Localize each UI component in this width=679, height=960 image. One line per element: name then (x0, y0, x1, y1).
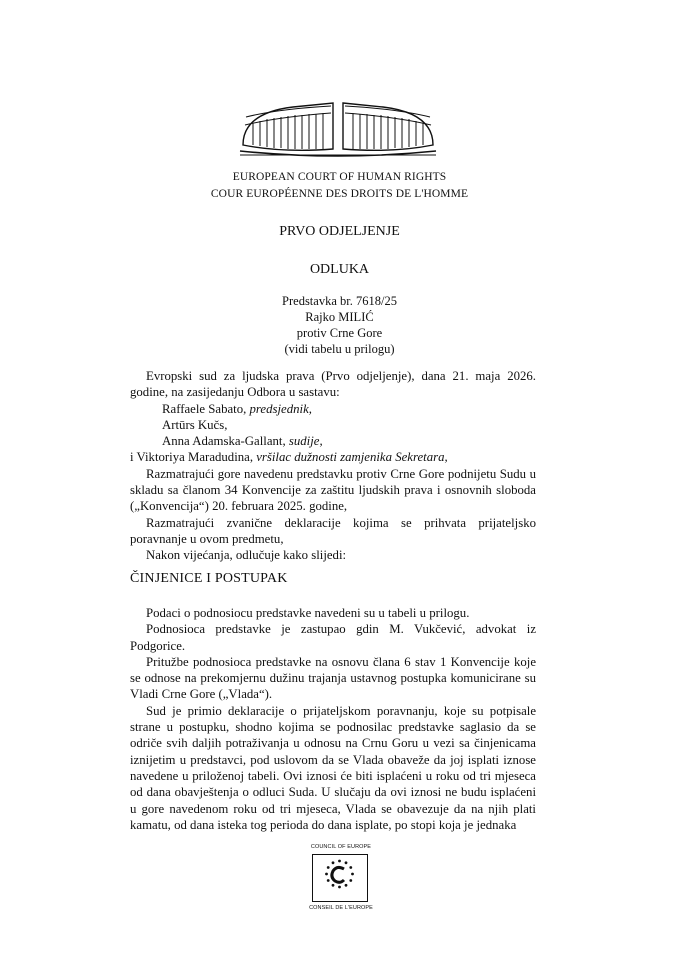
registrar-line (130, 449, 536, 465)
application-number: Predstavka br. 7618/25 (282, 294, 397, 308)
court-building-logo (238, 95, 438, 165)
court-name-en: EUROPEAN COURT OF HUMAN RIGHTS (232, 171, 447, 183)
facts-heading: ČINJENICE I POSTUPAK (130, 571, 288, 586)
annex-note: (vidi tabelu u prilogu) (284, 342, 395, 356)
document-type: ODLUKA (309, 262, 370, 277)
facts-section (130, 605, 536, 833)
coe-label-fr: CONSEIL DE L'EUROPE (309, 905, 373, 911)
facts-paragraph: Podaci o podnosiocu predstavke navedeni su u tabeli u prilogu. (146, 606, 470, 620)
facts-paragraph: Pritužbe podnosioca predstavke na osnovu člana 6 stav 1 Konvencije koje se odnose na prekomjernu dužinu trajanja ustavnog postupka komunicirane su Vladi Crne Gore („Vlada“). (130, 654, 536, 702)
court-name-fr: COUR EUROPÉENNE DES DROITS DE L'HOMME (210, 188, 469, 200)
facts-paragraph: Sud je primio deklaracije o prijateljskom poravnanju, koje su potpisale strane u postupku, shodno kojima se podnosilac predstavke saglasio da se odriče svih daljih potraživanja u odnosu na Crnu Goru u vezi sa činjenicama iznijetim u predstavci, pod uslovom da se Vlada obaveže da joj isplati iznose navedene u priloženoj tabeli. Ovi iznosi će biti isplaćeni u roku od tri mjeseca od dana obavještenja o odluci Suda. U slučaju da ovi iznosi ne budu isplaćeni u gore navedenom roku od tri mjeseca, Vlada se obavezuje da na njih plati kamatu, od dana isteka tog perioda do dana isplate, po stopi koja je jednaka (130, 703, 536, 832)
judge-line (130, 401, 536, 417)
judge-name: Raffaele Sabato, (162, 401, 250, 416)
judge-name: Anna Adamska-Gallant, (162, 434, 289, 449)
decision-intro (130, 368, 536, 564)
section-title: PRVO ODJELJENJE (279, 224, 400, 239)
judge-role: sudije, (288, 434, 323, 449)
judge-role: predsjednik, (249, 401, 312, 416)
facts-paragraph: Podnosioca predstavke je zastupao gdin M. Vukčević, advokat iz Podgorice. (130, 622, 536, 653)
recital-paragraph: Razmatrajući zvanične deklaracije kojima se prihvata prijateljsko poravnanje u ovom predmetu, (130, 515, 536, 546)
deliberation-paragraph: Nakon vijećanja, odlučuje kako slijedi: (146, 548, 347, 563)
registrar-name: i Viktoriya Maradudina, (130, 450, 257, 465)
applicant-name: Rajko MILIĆ (305, 310, 374, 324)
judge-name: Artūrs Kučs, (162, 417, 228, 432)
council-of-europe-logo (302, 844, 380, 914)
recital-paragraph: Razmatrajući gore navedenu predstavku protiv Crne Gore podnijetu Sudu u skladu sa članom 34 Konvencije za zaštitu ljudskih prava i osnovnih sloboda („Konvencija“) 20. februara 2025. godine, (130, 466, 536, 514)
coe-label-en: COUNCIL OF EUROPE (310, 844, 372, 850)
coe-emblem-icon (313, 855, 366, 900)
coe-emblem-frame (312, 854, 368, 902)
registrar-role: vršilac dužnosti zamjenika Sekretara, (256, 450, 448, 465)
respondent-state: protiv Crne Gore (296, 326, 383, 340)
judge-line (130, 433, 536, 449)
judge-line (130, 417, 536, 433)
intro-paragraph: Evropski sud za ljudska prava (Prvo odjeljenje), dana 21. maja 2026. godine, na zasijedanju Odbora u sastavu: (130, 369, 536, 400)
